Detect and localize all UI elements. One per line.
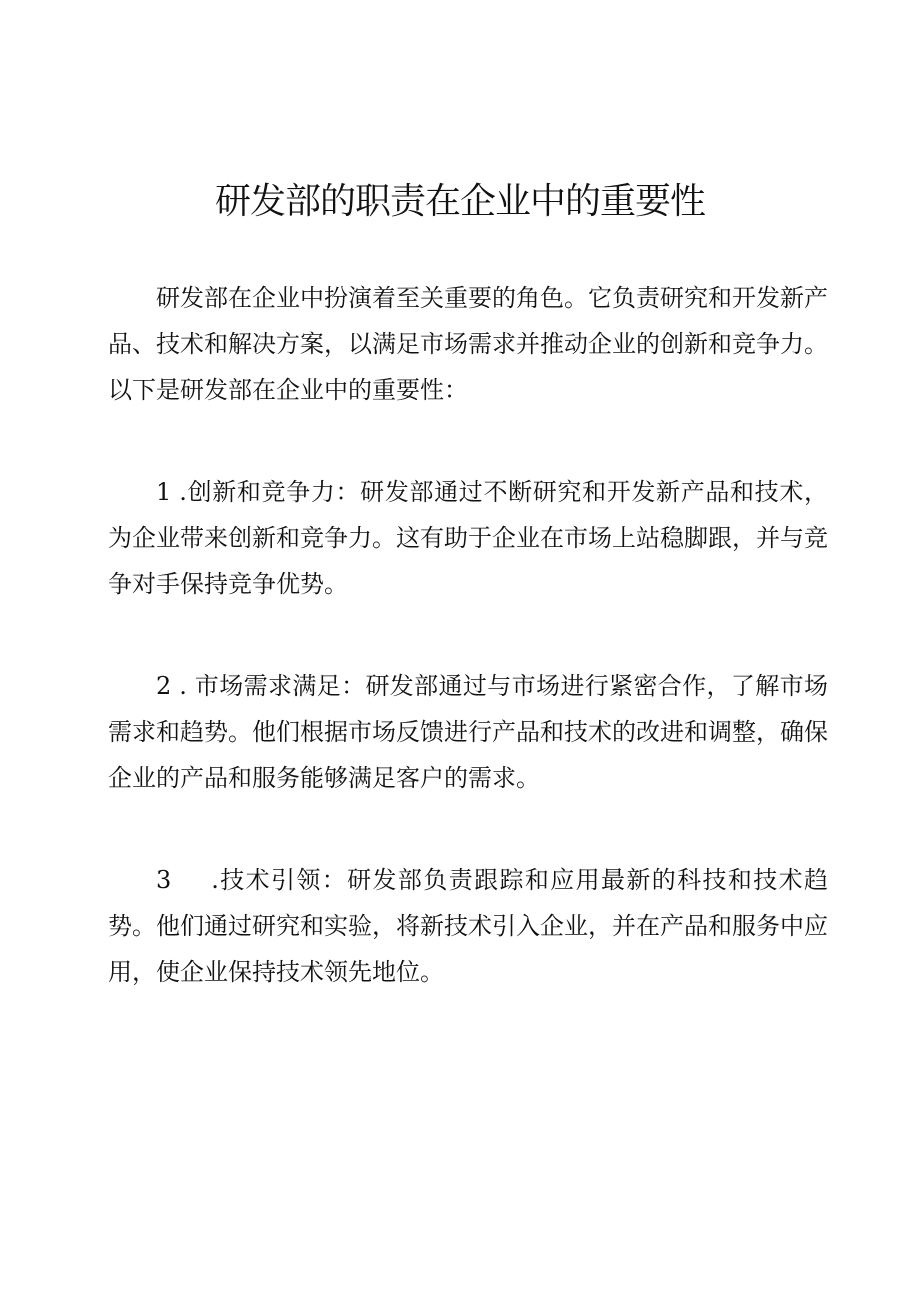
list-item-1 — [108, 469, 828, 607]
list-item-3 — [108, 857, 828, 995]
intro-paragraph: 研发部在企业中扮演着至关重要的角色。它负责研究和开发新产品、技术和解决方案，以满足市场需求并推动企业的创新和竞争力。以下是研发部在企业中的重要性： — [108, 284, 828, 404]
item-number-3: 3 — [156, 866, 172, 894]
item-text-3: .技术引领：研发部负责跟踪和应用最新的科技和技术趋势。他们通过研究和实验，将新技术引入企业，并在产品和服务中应用，使企业保持技术领先地位。 — [108, 866, 828, 986]
item-number-2: 2 — [156, 672, 172, 700]
item-text-1: .创新和竞争力：研发部通过不断研究和开发新产品和技术，为企业带来创新和竞争力。这有助于企业在市场上站稳脚跟，并与竞争对手保持竞争优势。 — [108, 478, 828, 598]
document-title: 研发部的职责在企业中的重要性 — [214, 181, 705, 222]
list-item-2 — [108, 663, 828, 801]
item-text-2: . 市场需求满足：研发部通过与市场进行紧密合作，了解市场需求和趋势。他们根据市场反馈进行产品和技术的改进和调整，确保企业的产品和服务能够满足客户的需求。 — [108, 672, 828, 792]
item-number-1: 1 — [156, 478, 172, 506]
